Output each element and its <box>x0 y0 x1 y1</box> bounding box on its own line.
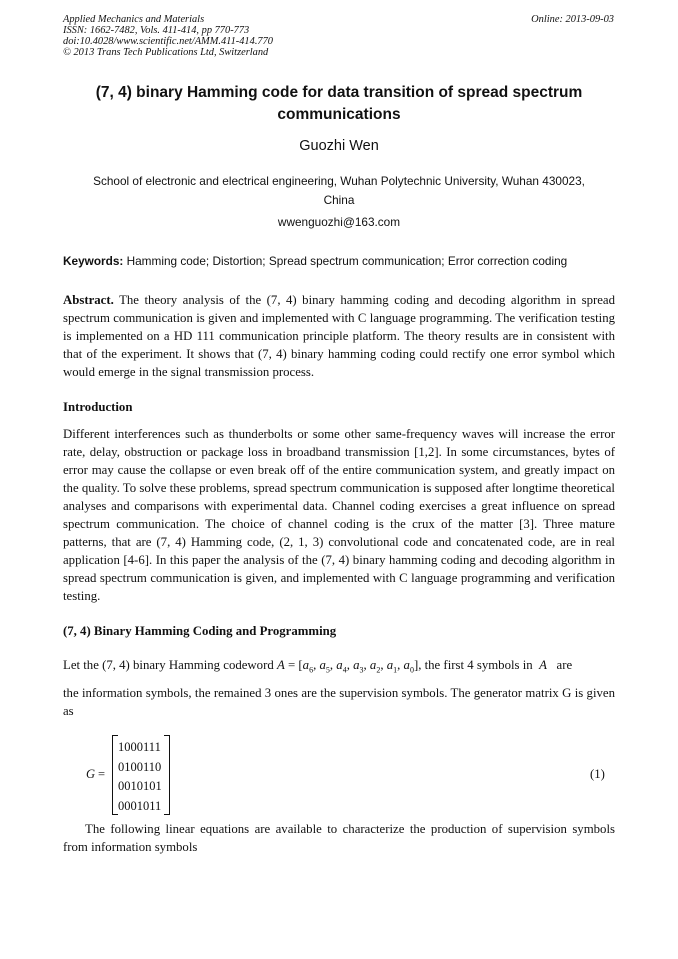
codeword-symbol-index: 1 <box>393 665 398 675</box>
codeword-eq: = [ <box>284 658 303 672</box>
keywords-label: Keywords: <box>63 254 124 268</box>
affiliation <box>63 172 615 209</box>
issn-line: ISSN: 1662-7482, Vols. 411-414, pp 770-773 <box>63 25 250 36</box>
codeword-symbol-letter: a <box>386 658 394 672</box>
title-line-2: communications <box>277 106 401 123</box>
online-date: Online: 2013-09-03 <box>531 14 614 25</box>
codeword-symbol-letter: a <box>369 658 377 672</box>
copyright-line: © 2013 Trans Tech Publications Ltd, Switzerland <box>63 47 269 58</box>
matrix-row: 0100110 <box>118 759 162 774</box>
affiliation-line-1: School of electronic and electrical engineering, Wuhan Polytechnic University, Wuhan 430023, <box>93 174 585 188</box>
codeword-end: are <box>556 658 573 672</box>
codeword-symbol-letter: a <box>319 658 326 672</box>
codeword-symbol-index: 4 <box>342 665 347 675</box>
codeword-symbol <box>369 658 381 675</box>
codeword-symbol-index: 2 <box>376 665 381 675</box>
matrix-body <box>112 735 170 813</box>
journal-header <box>63 14 273 58</box>
codeword-symbol-letter: a <box>403 658 410 672</box>
matrix-rows <box>118 738 162 816</box>
matrix-name: G <box>86 767 96 781</box>
codeword-symbol <box>319 658 330 675</box>
codeword-symbol <box>353 658 364 675</box>
codeword-symbol-index: 5 <box>325 665 330 675</box>
abstract-text: The theory analysis of the (7, 4) binary hamming coding and decoding algorithm in spread spectrum communication is given and implemented with C language programming. The verification testing is implemented on a HD 111 communication principle platform. The theory results are in consistent with that of the experiment. It shows that (7, 4) binary hamming coding could rectify one error symbol which would emerge in the signal transmission process. <box>63 293 615 379</box>
codeword-symbol <box>386 658 398 675</box>
introduction-heading: Introduction <box>63 400 133 414</box>
codeword-mid: , the first 4 symbols in <box>418 658 533 672</box>
section-heading: (7, 4) Binary Hamming Coding and Programming <box>63 624 337 638</box>
generator-matrix-intro: the information symbols, the remained 3 ones are the supervision symbols. The generator matrix G is given as <box>63 686 615 718</box>
author-name: Guozhi Wen <box>299 138 379 154</box>
codeword-symbol-index: 0 <box>409 665 414 675</box>
codeword-close: ] <box>413 658 419 672</box>
paper-title <box>63 82 615 126</box>
matrix-row: 1000111 <box>118 740 161 754</box>
codeword-symbol-letter: a <box>336 658 343 672</box>
codeword-lhs: A <box>276 658 285 672</box>
codeword-symbol <box>302 658 314 675</box>
codeword-expression <box>276 658 419 675</box>
abstract-label: Abstract. <box>63 293 114 307</box>
keywords <box>63 254 615 268</box>
codeword-symbol <box>336 658 347 675</box>
affiliation-line-2: China <box>323 192 355 207</box>
matrix-equals: = <box>98 767 106 781</box>
codeword-sentence <box>63 655 615 681</box>
equation-number: (1) <box>590 767 605 781</box>
codeword-symbol-a: A <box>539 658 547 672</box>
codeword-intro: Let the (7, 4) binary Hamming codeword <box>63 658 274 672</box>
codeword-symbols: $a_6$, $a_5$, $a_4$, $a_3$, $a_2$, $a_1$, $a_0$ <box>302 658 414 675</box>
abstract <box>63 291 615 381</box>
keywords-text: Hamming code; Distortion; Spread spectrum communication; Error correction coding <box>126 254 568 268</box>
codeword-symbol-index: 3 <box>359 665 364 675</box>
author-email[interactable]: wwenguozhi@163.com <box>277 215 401 229</box>
right-bracket <box>164 735 170 815</box>
matrix-row: 0010101 <box>118 779 162 793</box>
matrix-row: 0001011 <box>118 798 162 813</box>
introduction-text: Different interferences such as thunderbolts or some other same-frequency waves will increase the error rate, delay, obstruction or package loss in broadband transmission [1,2]. In some circumstances, bytes of error may cause the collapse or even break off of the entire communication system, and greatly impact on the quality. To solve these problems, spread spectrum communication is supposed after longtime theoretical analyses and comparisons with experimental data. Channel coding exercises a great influence on spread spectrum communication. The choice of channel coding is the crux of the matter [3]. Three mature patterns, that are (7, 4) Hamming code, (2, 1, 3) convolutional code and concatenated code, are in real application [4-6]. In this paper the analysis of the (7, 4) binary hamming coding and decoding algorithm in spread spectrum communication is given, and implemented with C language programming and verification testing. <box>63 427 615 603</box>
codeword-symbol <box>403 658 414 675</box>
journal-name: Applied Mechanics and Materials <box>63 14 205 25</box>
linear-equations-text: The following linear equations are available to characterize the production of supervision symbols from information symbols <box>63 822 615 854</box>
codeword-symbol-letter: a <box>302 658 310 672</box>
codeword-symbol-letter: a <box>353 658 360 672</box>
title-line-1: (7, 4) binary Hamming code for data transition of spread spectrum <box>95 84 583 101</box>
codeword-symbol-index: 6 <box>309 665 314 675</box>
doi-line[interactable]: doi:10.4028/www.scientific.net/AMM.411-414.770 <box>63 36 273 47</box>
